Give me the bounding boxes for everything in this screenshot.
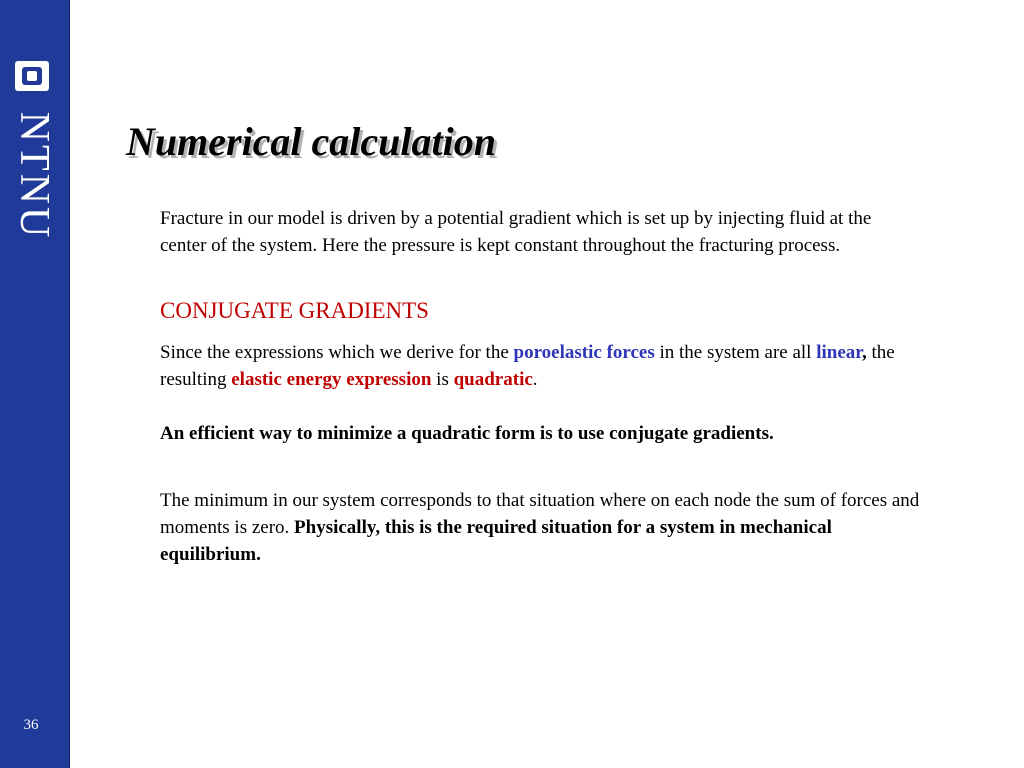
minimum-bold-text: Physically, this is the required situation for a system in mechanical equilibrium. (160, 517, 832, 565)
linear-highlight: linear (816, 342, 862, 363)
conj-text-4: is (431, 369, 454, 390)
conj-text-3: the resulting (160, 342, 895, 390)
elastic-energy-highlight: elastic energy expression (231, 369, 432, 390)
page-number: 36 (23, 717, 39, 733)
conjugate-paragraph (160, 339, 920, 393)
slide-title: Numerical calculation (126, 119, 496, 164)
sidebar (0, 0, 70, 768)
conj-text-1: Since the expressions which we derive for the (160, 342, 514, 363)
poroelastic-forces-highlight: poroelastic forces (513, 342, 655, 363)
conj-comma: , (861, 342, 867, 363)
logo-core (27, 71, 37, 81)
minimum-paragraph (160, 487, 920, 568)
logo-wordmark: NTNU (11, 111, 57, 241)
ntnu-logo-icon (15, 61, 49, 91)
conj-text-2: in the system are all (654, 342, 817, 363)
conj-period: . (532, 369, 538, 390)
intro-paragraph: Fracture in our model is driven by a potential gradient which is set up by injecting fluid at the center of the system. Here the pressure is kept constant throughout the fracturing process. (160, 208, 872, 256)
slide-content (160, 205, 920, 568)
section-heading: CONJUGATE GRADIENTS (160, 298, 429, 323)
minimum-text: The minimum in our system corresponds to that situation where on each node the sum of forces and moments is zero. (160, 490, 920, 538)
efficient-paragraph: An efficient way to minimize a quadratic form is to use conjugate gradients. (160, 423, 774, 444)
quadratic-highlight: quadratic (453, 369, 533, 390)
